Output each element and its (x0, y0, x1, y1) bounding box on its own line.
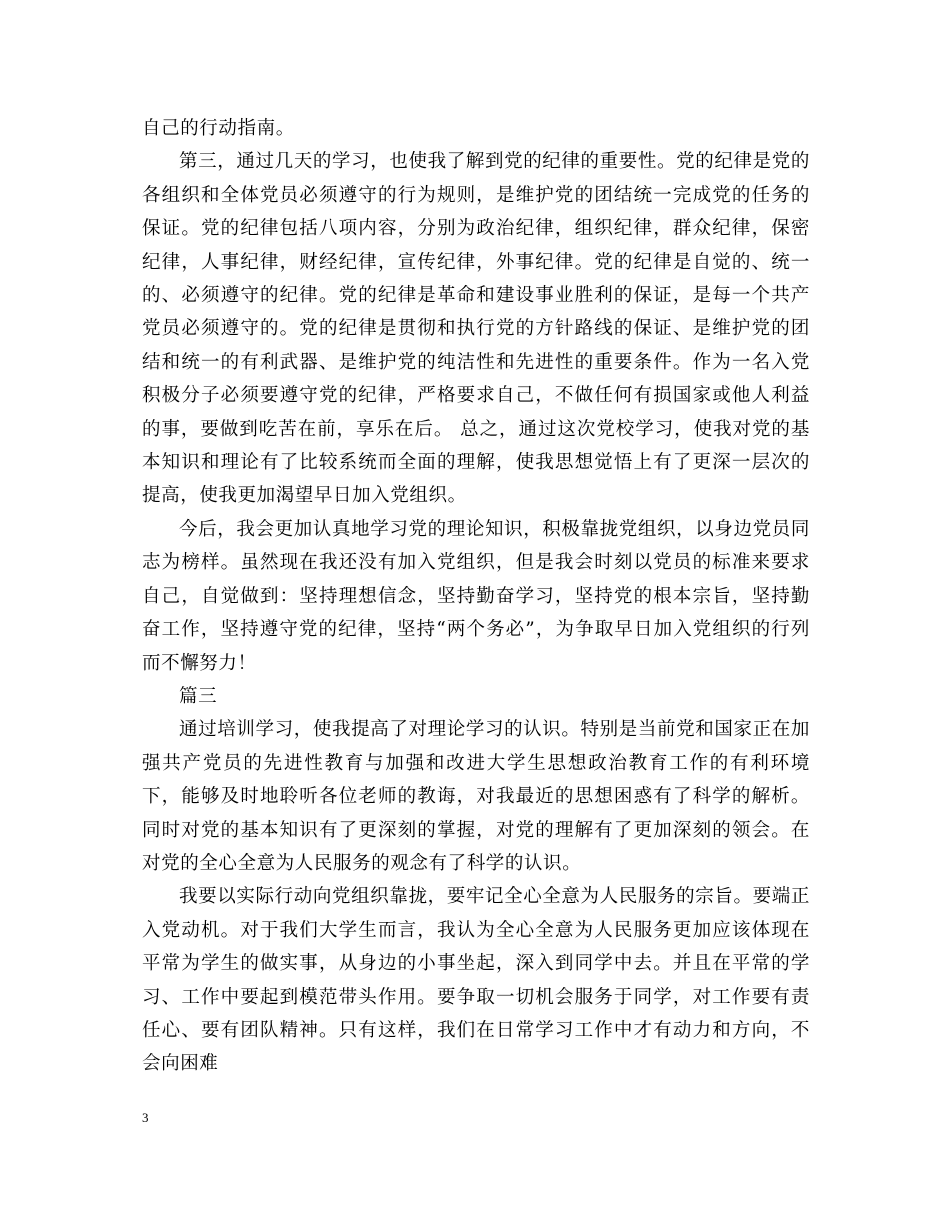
paragraph-action-plan: 我要以实际行动向党组织靠拢，要牢记全心全意为人民服务的宗旨。要端正入党动机。对于我们大学生而言，我认为全心全意为人民服务更加应该体现在平常为学生的做实事，从身边的小事坐起，深入到同学中去。并且在平常的学习、工作中要起到模范带头作用。要争取一切机会服务于同学，对工作要有责任心、要有团队精神。只有这样，我们在日常学习工作中才有动力和方向，不会向困难 (142, 886, 810, 1075)
paragraph-future-commitment: 今后，我会更加认真地学习党的理论知识，积极靠拢党组织，以身边党员同志为榜样。虽然现在我还没有加入党组织，但是我会时刻以党员的标准来要求自己，自觉做到：坚持理想信念，坚持勤奋学习，坚持党的根本宗旨，坚持勤奋工作，坚持遵守党的纪律，坚持“两个务必”，为争取早日加入党组织的行列而不懈努力！ (142, 518, 810, 674)
page-number: 3 (142, 1110, 149, 1125)
section-heading: 篇三 (179, 685, 218, 707)
paragraph-training-study: 通过培训学习，使我提高了对理论学习的认识。特别是当前党和国家正在加强共产党员的先进性教育与加强和改进大学生思想政治教育工作的有利环境下，能够及时地聆听各位老师的教诲，对我最近的思想困惑有了科学的解析。同时对党的基本知识有了更深刻的掌握，对党的理解有了更加深刻的领会。在对党的全心全意为人民服务的观念有了科学的认识。 (142, 719, 810, 874)
paragraph-continuation: 自己的行动指南。 (142, 118, 295, 139)
paragraph-party-discipline: 第三，通过几天的学习，也使我了解到党的纪律的重要性。党的纪律是党的各组织和全体党员必须遵守的行为规则，是维护党的团结统一完成党的任务的保证。党的纪律包括八项内容，分别为政治纪律，组织纪律，群众纪律，保密纪律，人事纪律，财经纪律，宣传纪律，外事纪律。党的纪律是自觉的、统一的、必须遵守的纪律。党的纪律是革命和建设事业胜利的保证，是每一个共产党员必须遵守的。党的纪律是贯彻和执行党的方针路线的保证、是维护党的团结和统一的有利武器、是维护党的纯洁性和先进性的重要条件。作为一名入党积极分子必须要遵守党的纪律，严格要求自己，不做任何有损国家或他人利益的事，要做到吃苦在前，享乐在后。 总之，通过这次党校学习，使我对党的基本知识和理论有了比较系统而全面的理解，使我思想觉悟上有了更深一层次的提高，使我更加渴望早日加入党组织。 (142, 151, 810, 507)
document-body (142, 112, 810, 1081)
